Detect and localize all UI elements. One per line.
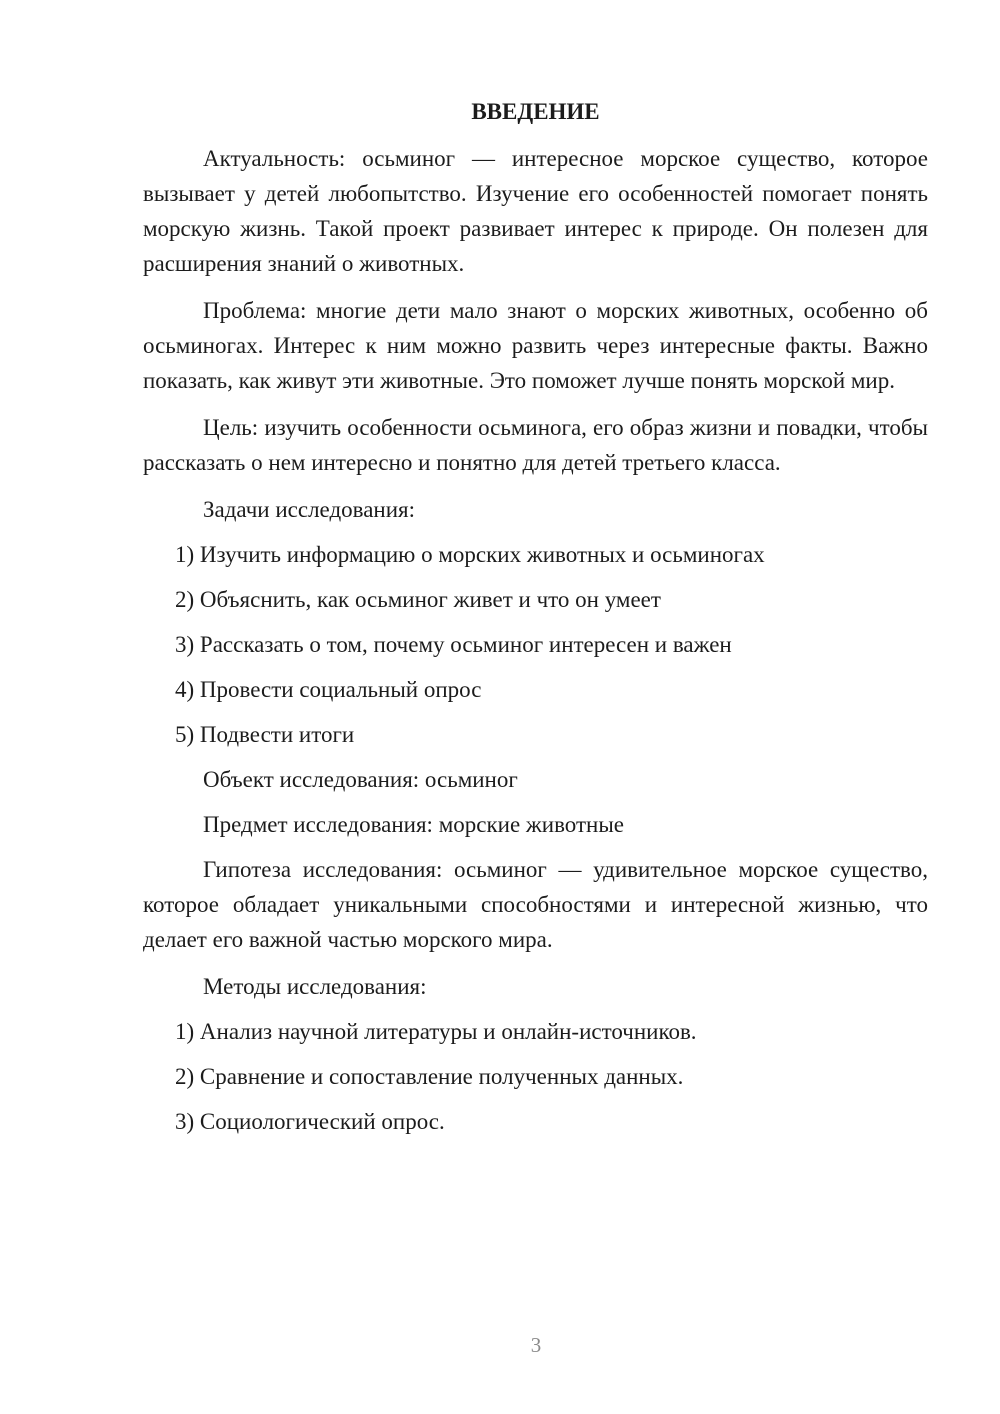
tasks-heading: Задачи исследования:	[203, 497, 416, 522]
list-item: 3) Социологический опрос.	[175, 1109, 445, 1134]
goal-paragraph: Цель: изучить особенности осьминога, его образ жизни и повадки, чтобы рассказать о нем интересно и понятно для детей третьего класса.	[143, 415, 928, 475]
page-content	[143, 94, 928, 1149]
list-item: 2) Объяснить, как осьминог живет и что он умеет	[175, 587, 661, 612]
page-number: 3	[530, 1333, 542, 1357]
list-item: 4) Провести социальный опрос	[175, 677, 482, 702]
problem-paragraph: Проблема: многие дети мало знают о морских животных, особенно об осьминогах. Интерес к ним можно развить через интересные факты. Важно показать, как живут эти животные. Это поможет лучше понять морской мир.	[143, 298, 928, 393]
list-item: 3) Рассказать о том, почему осьминог интересен и важен	[175, 632, 732, 657]
research-subject: Предмет исследования: морские животные	[203, 812, 625, 837]
relevance-paragraph: Актуальность: осьминог — интересное морское существо, которое вызывает у детей любопытство. Изучение его особенностей помогает понять морскую жизнь. Такой проект развивает интерес к природе. Он полезен для расширения знаний о животных.	[143, 146, 928, 276]
hypothesis-paragraph: Гипотеза исследования: осьминог — удивительное морское существо, которое обладает уникальными способностями и интересной жизнью, что делает его важной частью морского мира.	[143, 857, 928, 952]
methods-list	[143, 1014, 928, 1139]
research-object: Объект исследования: осьминог	[203, 767, 518, 792]
list-item: 5) Подвести итоги	[175, 722, 355, 747]
methods-heading: Методы исследования:	[203, 974, 427, 999]
list-item: 1) Изучить информацию о морских животных и осьминогах	[175, 542, 765, 567]
tasks-list	[143, 537, 928, 752]
list-item: 1) Анализ научной литературы и онлайн-источников.	[175, 1019, 697, 1044]
list-item: 2) Сравнение и сопоставление полученных данных.	[175, 1064, 684, 1089]
section-title: ВВЕДЕНИЕ	[471, 99, 600, 124]
